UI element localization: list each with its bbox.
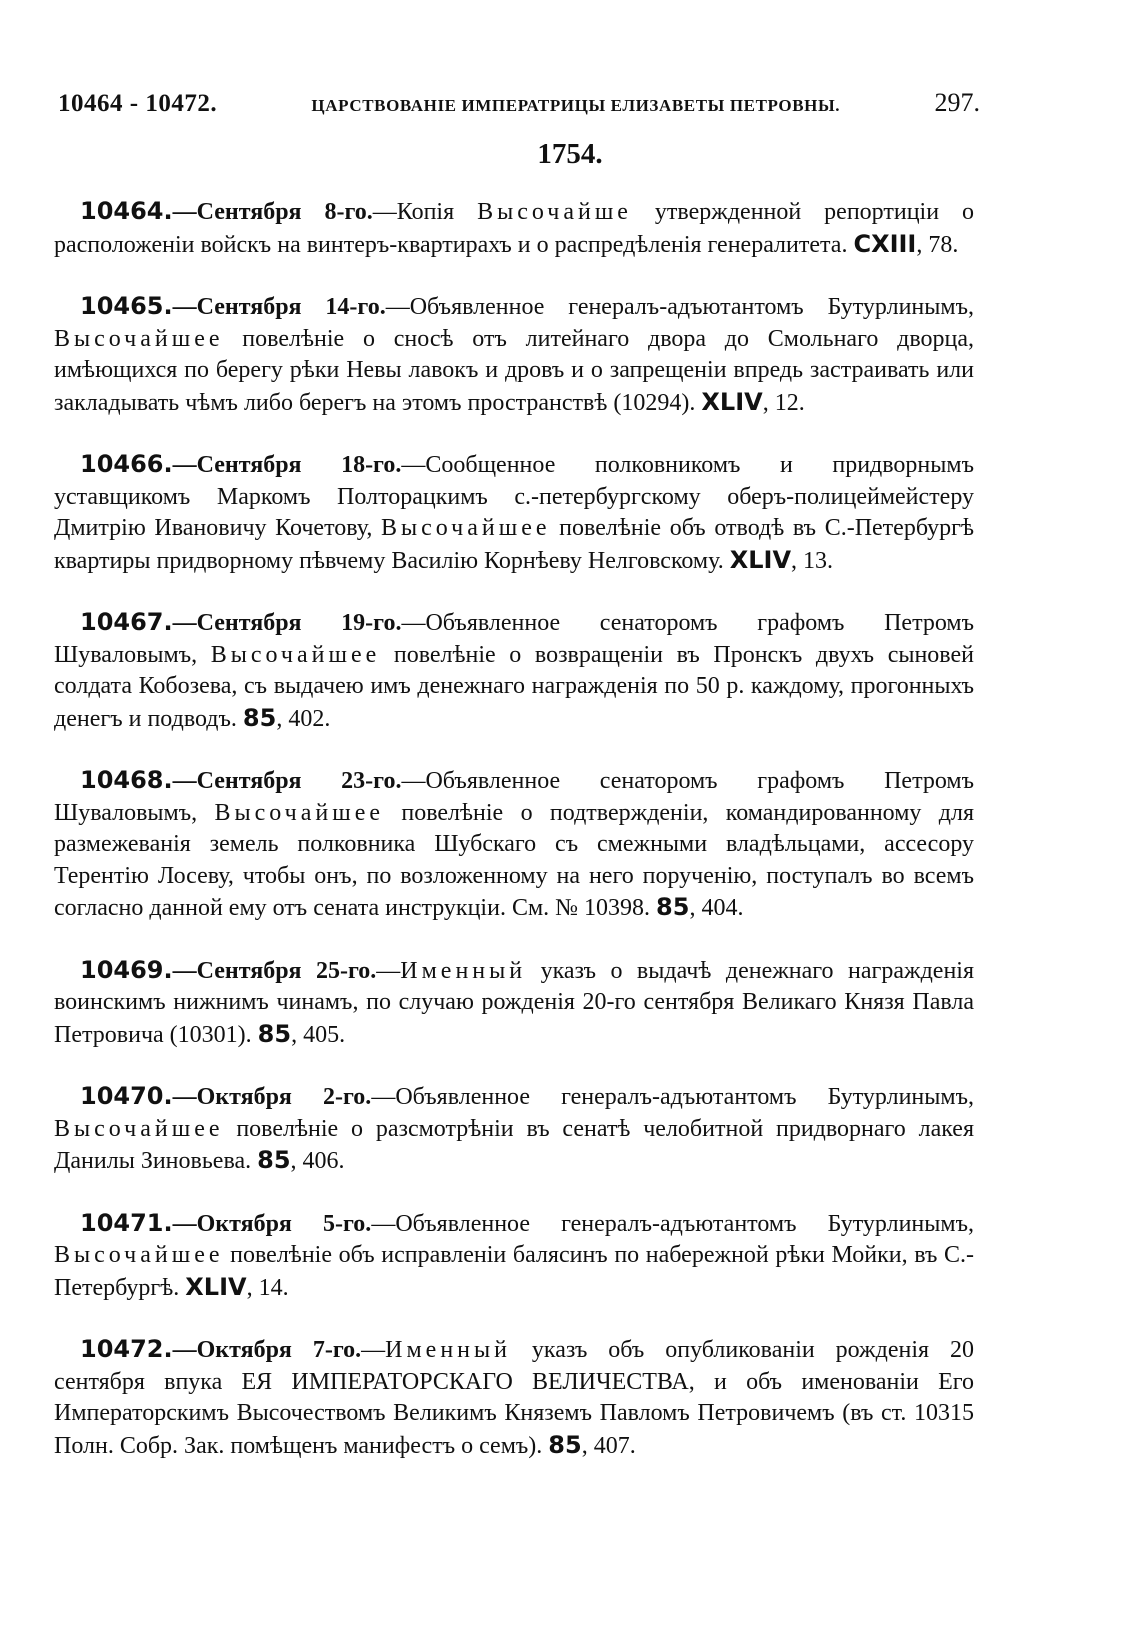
entry-text-before: —Объявленное генералъ-адъютантомъ Бутурлинымъ, bbox=[371, 1084, 975, 1110]
entry-text-after: повелѣніе о разсмотрѣніи въ сенатѣ челобитной придворнаго лакея Данилы Зиновьева. bbox=[54, 1115, 974, 1174]
running-header bbox=[58, 88, 980, 128]
page-number: 297. bbox=[934, 88, 980, 117]
entry-text-after: повелѣніе о возвращеніи въ Пронскъ двухъ сыновей солдата Кобозева, съ выдачею имъ денежнаго награжденія по 50 р. каждому, прогонныхъ денегъ и подводъ. bbox=[54, 641, 974, 732]
entry-ref-tail: , 405. bbox=[291, 1021, 346, 1048]
entry-ref-tail: , 402. bbox=[276, 705, 331, 732]
entry-spaced-word: Высочайшее bbox=[54, 325, 224, 352]
entry-ref-tail: , 12. bbox=[762, 389, 805, 416]
entry-text-after: повелѣніе о подтвержденіи, командированному для размежеванія земель полковника Шубскаго съ смежными владѣльцами, ассесору Терентію Лосеву, чтобы онъ, по возложенному на него порученію, поступалъ во всемъ согласно данной ему отъ сената инструкціи. См. № 10398. bbox=[54, 799, 974, 921]
entry-ref-tail: , 14. bbox=[246, 1274, 289, 1301]
year-heading: 1754. bbox=[537, 138, 603, 170]
entry-text-before: —Копія bbox=[372, 199, 478, 225]
entry-text-after: указъ о выдачѣ денежнаго награжденія воинскимъ нижнимъ чинамъ, по случаю рожденія 20-го сентября Великаго Князя Павла Петровича (10301). bbox=[54, 957, 975, 1048]
law-entry bbox=[54, 1081, 974, 1178]
entry-volume-ref: CXIII bbox=[853, 229, 917, 258]
entry-spaced-word: Высочайшее bbox=[54, 1115, 224, 1142]
entry-ref-tail: , 404. bbox=[689, 895, 744, 921]
entry-ref-tail: , 406. bbox=[290, 1148, 345, 1174]
entry-text-after: указъ объ опубликованіи рожденія 20 сентября впука ЕЯ ИМПЕРАТОРСКАГО ВЕЛИЧЕСТВА, и объ именованіи Его Императорскимъ Высочествомъ Великимъ Княземъ Павломъ Петровичемъ (въ ст. 10315 Полн. Собр. Зак. помѣщенъ манифестъ о семъ). bbox=[54, 1337, 975, 1459]
entry-number: 10465. bbox=[80, 292, 173, 320]
entry-volume-ref: XLIV bbox=[729, 545, 792, 574]
entry-spaced-word: Высочайшее bbox=[381, 515, 551, 541]
running-title: ЦАРСТВОВАНІЕ ИМПЕРАТРИЦЫ ЕЛИЗАВЕТЫ ПЕТРОВНЫ. bbox=[311, 96, 841, 115]
entry-number: 10466. bbox=[80, 450, 173, 478]
entry-text-after: повелѣніе о сносѣ отъ литейнаго двора до Смольнаго дворца, имѣющихся по берегу рѣки Невы лавокъ и дровъ и о запрещеніи впредь застраивать или закладывать чѣмъ либо берегъ на этомъ пространствѣ (10294). bbox=[54, 325, 974, 416]
entry-list bbox=[54, 196, 974, 1492]
entry-volume-ref: 85 bbox=[257, 1019, 292, 1048]
entry-date: —Октября 2-го. bbox=[172, 1084, 372, 1110]
law-entry bbox=[54, 1208, 974, 1305]
law-entry bbox=[54, 607, 974, 735]
entry-ref-tail: , 13. bbox=[791, 547, 834, 574]
entry-text-before: —Объявленное сенаторомъ графомъ Петромъ Шуваловымъ, bbox=[54, 768, 974, 826]
entry-text-before: —Объявленное генералъ-адъютантомъ Бутурлинымъ, bbox=[371, 1210, 975, 1237]
entry-spaced-word: Высочайшее bbox=[54, 1242, 224, 1268]
entry-volume-ref: 85 bbox=[656, 893, 690, 921]
entry-date: —Сентября 8-го. bbox=[172, 199, 373, 225]
entry-date: —Октября 5-го. bbox=[172, 1210, 372, 1237]
entry-text-after: повелѣніе объ отводѣ въ С.-Петербургѣ квартиры придворному пѣвчему Василію Корнѣеву Нелговскому. bbox=[54, 515, 974, 574]
entry-spaced-word: Именный bbox=[385, 1337, 511, 1363]
law-entry bbox=[54, 1334, 974, 1462]
entry-text-before: —Сообщенное полковникомъ и придворнымъ уставщикомъ Маркомъ Полторацкимъ с.-петербургскому оберъ-полицеймейстеру Дмитрію Ивановичу Кочетову, bbox=[54, 452, 974, 541]
entry-date: —Сентября 23-го. bbox=[172, 768, 402, 794]
law-entry bbox=[54, 196, 974, 261]
entry-volume-ref: 85 bbox=[548, 1430, 582, 1459]
entry-spaced-word: Высочайшее bbox=[214, 799, 384, 826]
entry-spaced-word: Именный bbox=[400, 957, 527, 984]
law-entry bbox=[54, 955, 974, 1052]
entry-number: 10467. bbox=[80, 608, 173, 636]
law-entry bbox=[54, 291, 974, 419]
entry-text-before: —Объявленное генералъ-адъютантомъ Бутурлинымъ, bbox=[385, 294, 975, 320]
entry-number: 10472. bbox=[80, 1335, 173, 1363]
entry-spaced-word: Высочайшее bbox=[210, 641, 381, 668]
entry-spaced-word: Высочайше bbox=[477, 199, 632, 225]
entry-number: 10471. bbox=[80, 1208, 173, 1237]
entry-number: 10470. bbox=[80, 1082, 173, 1110]
entry-range: 10464 - 10472. bbox=[58, 90, 218, 117]
entry-text-after: повелѣніе объ исправленіи балясинъ по набережной рѣки Мойки, въ С.-Петербургѣ. bbox=[54, 1242, 974, 1301]
law-entry bbox=[54, 449, 974, 577]
law-entry bbox=[54, 765, 974, 925]
entry-number: 10464. bbox=[80, 197, 173, 225]
entry-text-after: утвержденной репортиціи о расположеніи войскъ на винтеръ-квартирахъ и о распредѣленія генералитета. bbox=[54, 199, 974, 258]
entry-date: —Сентября 18-го. bbox=[172, 452, 402, 478]
entry-text-before: — bbox=[361, 1337, 386, 1363]
entry-date: —Сентября 14-го. bbox=[172, 294, 386, 320]
entry-date: —Сентября 19-го. bbox=[172, 610, 402, 636]
entry-ref-tail: , 407. bbox=[581, 1432, 636, 1459]
entry-text-before: — bbox=[376, 957, 401, 984]
entry-ref-tail: , 78. bbox=[916, 231, 959, 258]
entry-date: —Сентября 25-го. bbox=[172, 957, 377, 984]
entry-number: 10469. bbox=[80, 955, 173, 984]
entry-date: —Октября 7-го. bbox=[172, 1337, 362, 1363]
entry-volume-ref: XLIV bbox=[701, 387, 763, 416]
entry-number: 10468. bbox=[80, 766, 173, 794]
entry-volume-ref: 85 bbox=[257, 1146, 291, 1174]
entry-text-before: —Объявленное сенаторомъ графомъ Петромъ Шуваловымъ, bbox=[54, 610, 974, 668]
entry-volume-ref: XLIV bbox=[185, 1272, 247, 1301]
entry-volume-ref: 85 bbox=[242, 703, 277, 732]
